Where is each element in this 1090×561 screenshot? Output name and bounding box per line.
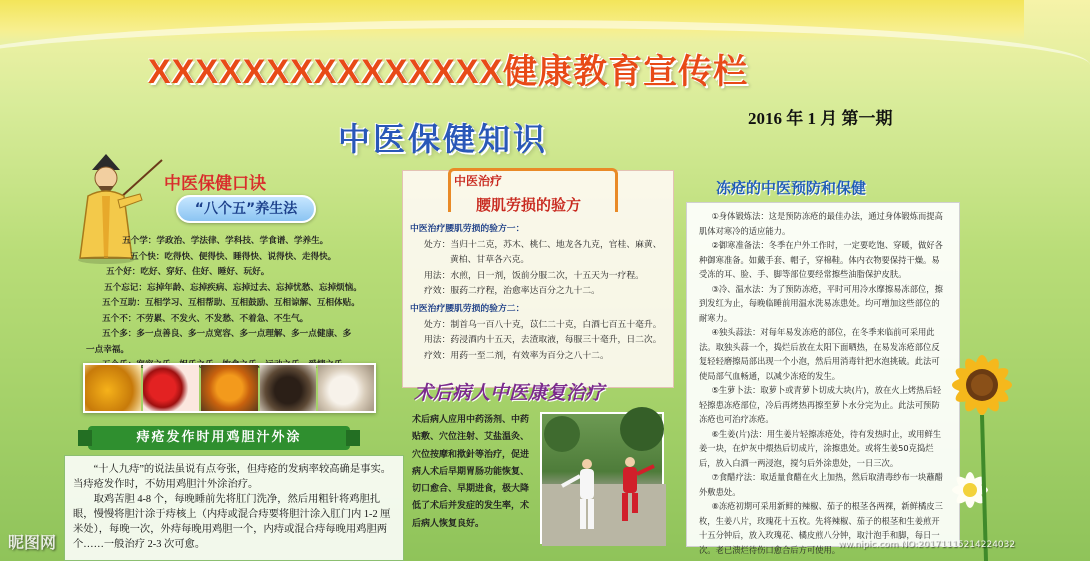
hemorrhoid-ribbon-title: 痔疮发作时用鸡胆汁外涂 [88,426,350,450]
list-item: 五个快：吃得快、便得快、睡得快、说得快、走得快。 [130,251,337,262]
frostbite-heading: 冻疮的中医预防和保健 [716,179,867,197]
list-item: 五个好：吃好、穿好、住好、睡好、玩好。 [106,267,270,277]
list-item: 五个不：不劳累、不发火、不发愁、不着急、不生气。 [102,313,309,324]
food-image-strip [83,363,376,413]
koujue-title: 中医保健口诀 [164,174,266,194]
remedy-title: 中医治疗腰肌劳损的验方一： [410,224,525,234]
list-item: 五个忘记：忘掉年龄、忘掉疾病、忘掉过去、忘掉忧愁、忘掉烦恼。 [104,282,362,293]
tomato-image [143,365,199,411]
hemorrhoid-text-box [64,455,404,561]
paragraph: 取鸡苦胆 4-8 个，每晚睡前先将肛门洗净，然后用粗针将鸡胆扎眼，慢慢将胆汁涂于痔核上（内痔或混合痔要将胆汁涂入肛门内 1-2 厘米处），每晚一次，外痔每晚用鸡胆一个，内痔或混合痔每晚用鸡胆两个……一般治疗 2-3 次可愈。 [73,494,391,550]
paragraph: ③冷、温水法：为了预防冻疮，平时可用冷水摩擦易冻部位，擦到发红为止，每晚临睡前用温水洗易冻患处。均可增加这些部位的耐寒力。 [699,283,943,323]
remedy-line: 黄柏、甘草各六克。 [450,255,530,265]
paragraph: ⑦食醋疗法：取适量食醋在火上加热，然后取清毒纱布一块蘸醋外敷患处。 [699,472,943,497]
remedy-line: 疗效：用药一至二剂，有效率为百分之八十二。 [424,350,609,361]
list-item: 一点幸福。 [86,344,129,355]
list-item: 五个互助：互相学习、互相帮助、互相鼓励、互相谅解、互相体贴。 [102,298,360,308]
mushroom-image [260,365,316,411]
paragraph: ②御寒准备法：冬季在户外工作时，一定要吃饱、穿暖，做好各种御寒准备。如戴手套、帽子，穿棉鞋。体内衣物要保持干燥。易受冻的耳、脸、手、脚等部位要经常擦些油脂保护皮肤。 [699,240,943,279]
paragraph: ④独头蒜法：对每年易发冻疮的部位，在冬季来临前可采用此法。取独头蒜一个，捣烂后放在太阳下面晒热，在易发冻疮部位反复轻轻磨擦局部出现一个小泡，然后用消毒针把水泡挑破。此法可使局部气血畅通，以减少冻疮的发生。 [699,327,940,381]
sunflower-icon [930,330,1024,561]
paragraph: ⑥生姜(片)法：用生姜片轻擦冻疮处，待有发热时止，或用鲜生姜一块，在炉灰中煨热后切成片，涂擦患处。或将生姜50克捣烂后，放入白酒一两浸泡，搅匀后外涂患处，一日三次。 [699,428,942,468]
remedy-line: 用法：药浸酒内十五天，去渣取液，每服三十毫升，日二次。 [424,335,662,345]
remedy-line: 处方：制首乌一百八十克，苡仁二十克，白酒七百五十毫升。 [424,319,662,330]
subtitle-pill: “八个五”养生法 [176,195,316,223]
paragraph: “十人九痔”的说法虽说有点夸张，但痔疮的发病率较高确是事实。当痔疮发作时，不妨用鸡胆汁外涂治疗。 [73,464,392,490]
issue-date: 2016 年 1 月 第一期 [748,109,893,128]
eight-fives-list [84,234,384,374]
honey-image [85,365,141,411]
pumpkin-soup-image [201,365,257,411]
remedy-two [410,302,670,364]
watermark-logo: 昵图网 [8,533,57,552]
list-item: 五个学：学政治、学法律、学科技、学食谱、学养生。 [122,236,329,246]
tai-chi-photo [540,412,664,544]
board-title: XXXXXXXXXXXXXXX健康教育宣传栏 [148,53,749,91]
remedy-title: 中医治疗腰肌劳损的验方二： [410,304,525,314]
watermark-id: ww.nipic.com NO:20171115214224032 [838,540,1016,550]
tcm-label: 中医治疗 [454,174,503,188]
remedy-line: 疗效：服药二疗程，治愈率达百分之九十二。 [424,286,600,296]
remedy-line: 处方：当归十二克，苏木、桃仁、地龙各九克，官桂、麻黄、 [424,239,662,250]
main-heading: 中医保健知识 [338,120,549,158]
postop-text: 术后病人应用中药汤剂、中药贴敷、穴位注射、艾盐温灸、穴位按摩和揿針等治疗，促进病人术后早期胃肠功能恢复、切口愈合、早期进食，极大降低了术后并发症的发生率，术后病人恢复良好。 [412,415,530,529]
remedy-line: 用法：水煎，日一剂，饭前分服二次，十五天为一疗程。 [424,270,644,281]
list-item: 五个多：多一点善良、多一点宽容、多一点理解、多一点健康、多 [102,329,352,339]
paragraph: ⑧冻疮初期可采用新鲜的辣椒、茄子的根茎各两裸，新鲜橘皮三枚，生姜八片，玫瑰花十五枚。先将辣椒、茄子的根茎和生姜煎开十五分钟后，放入玫瑰花、橘皮煎八分钟，取汁泡手和脚，每日一次。老已溃烂待伤口愈合后方可使用。 [699,501,943,555]
paragraph: ①身体锻炼法：这是预防冻疮的最佳办法，通过身体锻炼而提高肌体对寒冷的适应能力。 [699,211,943,236]
postop-heading: 术后病人中医康复治疗 [414,382,605,404]
remedy-one [410,222,670,300]
paragraph: ⑤生萝卜法：取萝卜或青萝卜切成大块(片)，放在火上烤热后轻轻擦患冻疮部位，冷后再烤热再擦至萝卜水分完为止。此法可预防冻疮也可治疗冻疮。 [699,385,942,424]
lumbar-remedy-heading: 腰肌劳损的验方 [476,196,582,214]
garlic-image [318,365,374,411]
